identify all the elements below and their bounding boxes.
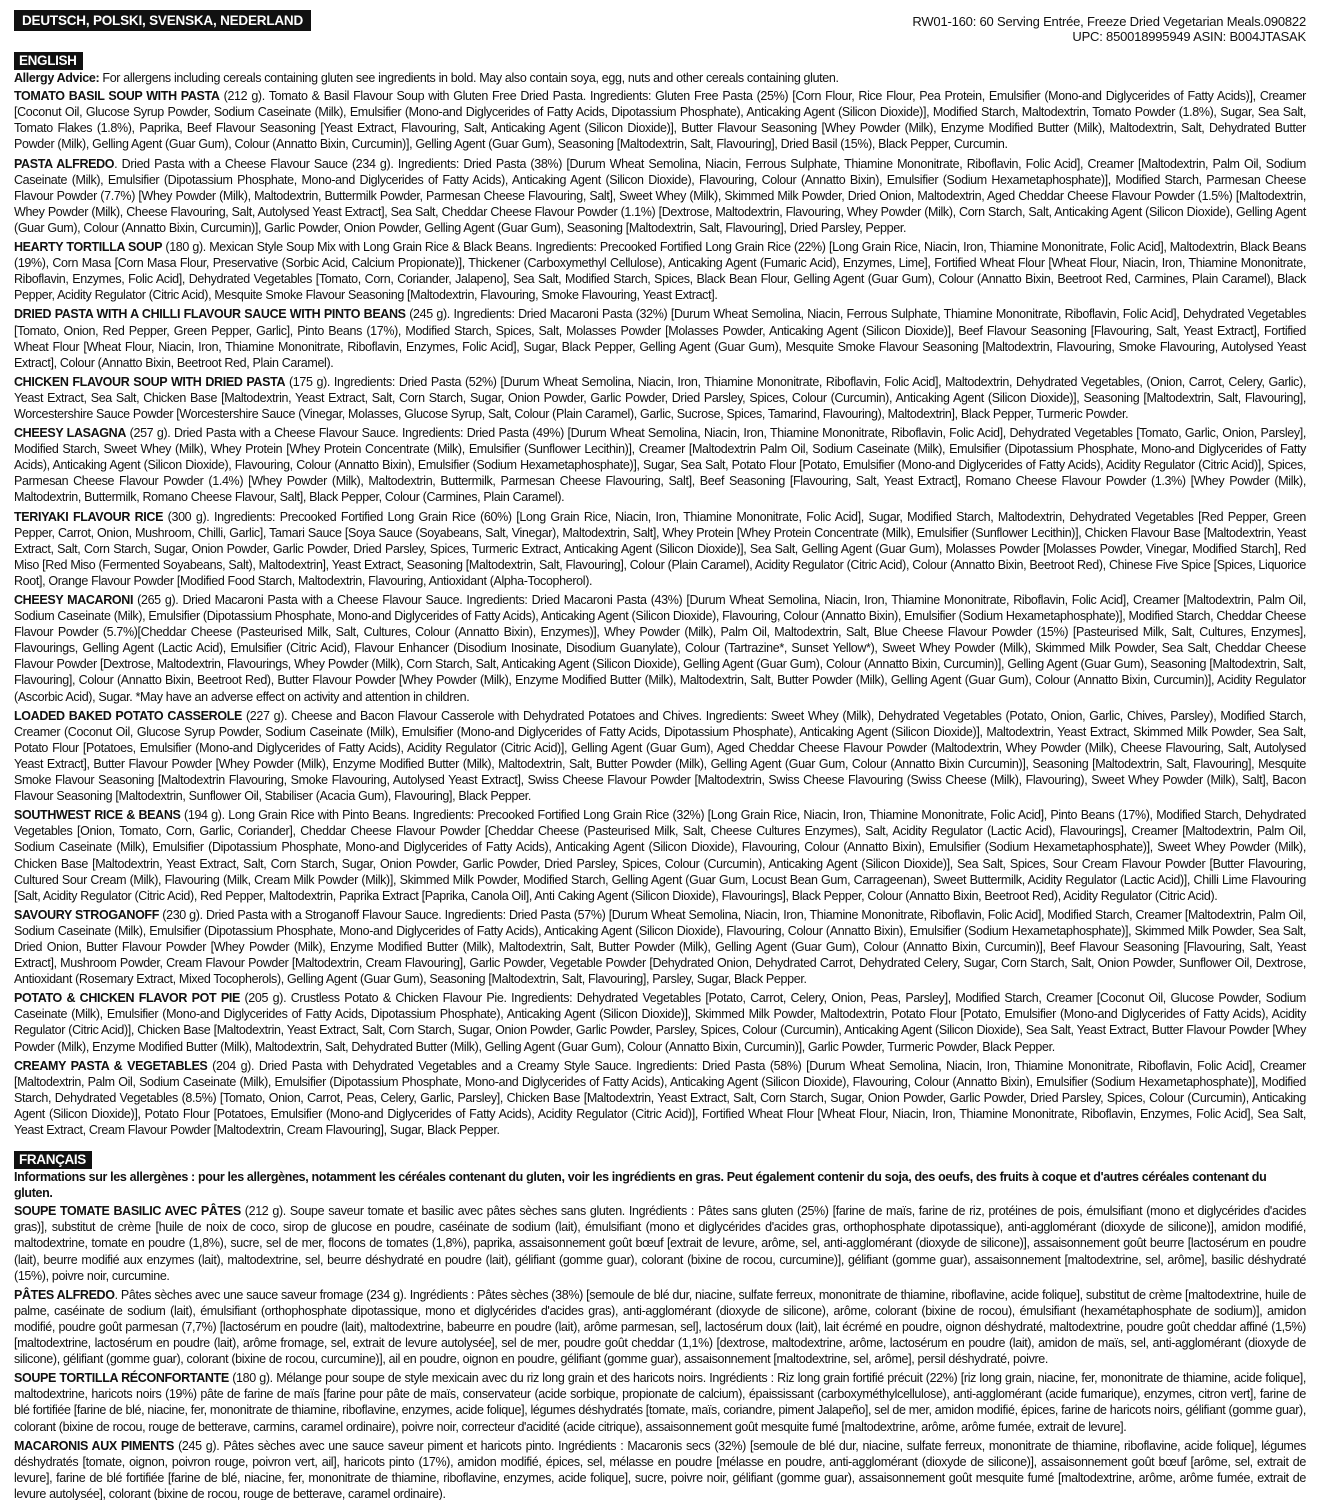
product-ingredients: (212 g). Tomato & Basil Flavour Soup with Gluten Free Dried Pasta. Ingredients: Gluten Free Pasta (25%) [Corn Flour, Rice Flour, Pea Protein, Emulsifier (Mono-and Diglycerides of Fatty Acids)], Creamer [Coconut Oil, Glucose Syrup Powder, Sodium Caseinate (Milk), Emulsifier (Mono-and Diglycerides of Fatty Acids, Dipotassium Phosphate), Anticaking Agent (Silicon Dioxide)], Modified Starch, Maltodextrin, Tomato Powder (1.8%), Sugar, Sea Salt, Tomato Flakes (1.8%), Paprika, Beef Flavour Seasoning [Yeast Extract, Flavouring, Salt, Anticaking Agent (Silicon Dioxide)], Butter Flavour Seasoning [Whey Powder (Milk), Enzyme Modified Butter (Milk), Maltodextrin, Salt, Dehydrated Butter Powder (Milk), Gelling Agent (Guar Gum), Colour (Annatto Bixin, Curcumin)], Gelling Agent (Guar Gum), Seasoning [Maltodextrin, Salt, Flavouring], Dried Basil (15%), Black Pepper, Curcumin.	[14, 89, 1306, 152]
product-name: CREAMY PASTA & VEGETABLES	[14, 1058, 208, 1073]
product-name: PASTA ALFREDO	[14, 156, 115, 171]
product-name: TOMATO BASIL SOUP WITH PASTA	[14, 89, 220, 104]
product-ingredients: (212 g). Soupe saveur tomate et basilic avec pâtes sèches sans gluten. Ingrédients : Pâtes sans gluten (25%) [farine de maïs, farine de riz, protéines de pois, émulsifiant (mono et diglycérides d'acides gras)], substitut de crème [huile de noix de coco, sirop de glucose en poudre, caséinate de sodium (lait), émulsifiant (mono et diglycérides d'acides gras, orthophosphate dipotassique), anti-agglomérant (dioxyde de silicone)], amidon modifié, maltodextrine, tomate en poudre (1,8%), sucre, sel de mer, flocons de tomates (1,8%), paprika, assaisonnement goût bœuf [extrait de levure, arôme, sel, anti-agglomérant (dioxyde de silicone)], assaisonnement goût beurre [lactosérum en poudre (lait), beurre modifié aux enzymes (lait), maltodextrine, sel, beurre déshydraté en poudre (lait), gélifiant (gomme guar), colorant (bixine de rocou, curcumine)], gélifiant (gomme guar), assaisonnement [maltodextrine, sel, arôme], basilic déshydraté (15%), poivre noir, curcumine.	[14, 1204, 1306, 1283]
other-languages-tab: DEUTSCH, POLSKI, SVENSKA, NEDERLAND	[14, 10, 311, 31]
allergy-advice-label: Allergy Advice:	[14, 71, 100, 86]
product-ingredients: (175 g). Ingredients: Dried Pasta (52%) [Durum Wheat Semolina, Niacin, Iron, Thiamine Mononitrate, Riboflavin, Folic Acid], Maltodextrin, Dehydrated Vegetables, (Onion, Carrot, Celery, Garlic), Yeast Extract, Sea Salt, Chicken Base [Maltodextrin, Yeast Extract, Salt, Corn Starch, Sugar, Onion Powder, Garlic Powder, Dried Parsley, Spices, Colour (Curcumin), Anticaking Agent (Silicon Dioxide)], Seasoning [Maltodextrin, Salt, Flavouring], Worcestershire Sauce Powder [Worcestershire Sauce (Vinegar, Molasses, Glucose Syrup, Salt, Colour (Plain Caramel), Garlic, Sucrose, Spices, Tamarind, Flavouring), Maltodextrin], Black Pepper, Turmeric Powder.	[14, 374, 1306, 421]
product-entry	[14, 1370, 1306, 1434]
product-ingredients: (205 g). Crustless Potato & Chicken Flavour Pie. Ingredients: Dehydrated Vegetables [Potato, Carrot, Celery, Onion, Peas, Parsley], Modified Starch, Creamer [Coconut Oil, Glucose Powder, Sodium Caseinate (Milk), Emulsifier (Mono-and Diglycerides of Fatty Acids, Dipotassium Phosphate), Anticaking Agent (Silicon Dioxide)], Skimmed Milk Powder, Maltodextrin, Potato Flour [Potato, Emulsifier (Mono-and Diglycerides of Fatty Acids), Acidity Regulator (Citric Acid)], Chicken Base [Maltodextrin, Yeast Extract, Salt, Corn Starch, Sugar, Onion Powder, Garlic Powder, Parsley, Spices, Colour (Curcumin), Anticaking Agent (Silicon Dioxide), Sea Salt, Yeast Extract, Butter Flavour Powder [Whey Powder (Milk), Enzyme Modified Butter (Milk), Maltodextrin, Salt, Dehydrated Butter (Milk), Gelling Agent (Guar Gum), Colour (Annatto Bixin, Curcumin)], Garlic Powder, Turmeric Powder, Black Pepper.	[14, 991, 1306, 1054]
english-allergy-advice	[14, 70, 1306, 86]
product-entry	[14, 708, 1306, 805]
french-section	[14, 1151, 1306, 1500]
product-name: LOADED BAKED POTATO CASSEROLE	[14, 708, 242, 723]
product-ingredients: (265 g). Dried Macaroni Pasta with a Cheese Flavour Sauce. Ingredients: Dried Macaroni Pasta (43%) [Durum Wheat Semolina, Niacin, Iron, Thiamine Mononitrate, Riboflavin, Folic Acid], Creamer [Maltodextrin, Palm Oil, Sodium Caseinate (Milk), Emulsifier (Dipotassium Phosphate, Mono-and Diglycerides of Fatty Acids), Anticaking Agent (Silicon Dioxide), Flavouring, Colour (Annatto Bixin), Emulsifier (Sodium Hexametaphosphate)], Modified Starch, Cheddar Cheese Flavour Powder (5.7%)[Cheddar Cheese (Pasteurised Milk, Salt, Cultures, Colour (Annatto Bixin), Enzymes)], Whey Powder (Milk), Palm Oil, Maltodextrin, Salt, Blue Cheese Flavour Powder (15%) [Pasteurised Milk, Salt, Cultures, Enzymes], Flavourings, Gelling Agent (Lactic Acid), Emulsifier (Citric Acid), Flavour Enhancer (Disodium Inosinate, Disodium Guanylate), Colour (Tartrazine*, Sunset Yellow*), Sweet Whey Powder (Milk), Skimmed Milk Powder, Sea Salt, Cheddar Cheese Flavour Powder [Dextrose, Maltodextrin, Flavourings, Whey Powder (Milk), Corn Starch, Salt, Anticaking Agent (Silicon Dioxide), Gelling Agent (Guar Gum), Colour (Annatto Bixin, Curcumin)], Gelling Agent (Guar Gum), Seasoning [Maltodextrin, Salt, Flavouring], Colour (Annatto Bixin, Beetroot Red), Butter Flavour Powder [Whey Powder (Milk), Enzyme Modified Butter (Milk), Maltodextrin, Salt, Butter Powder (Milk), Gelling Agent (Guar Gum), Colour (Annatto Bixin, Curcumin)], Acidity Regulator (Ascorbic Acid), Sugar. *May have an adverse effect on activity and attention in children.	[14, 593, 1306, 704]
product-name: TERIYAKI FLAVOUR RICE	[14, 509, 164, 524]
product-name: MACARONIS AUX PIMENTS	[14, 1438, 175, 1453]
product-ingredients: (245 g). Ingredients: Dried Macaroni Pasta (32%) [Durum Wheat Semolina, Niacin, Ferrous Sulphate, Thiamine Mononitrate, Riboflavin, Folic Acid], Dehydrated Vegetables [Tomato, Onion, Red Pepper, Green Pepper, Garlic], Pinto Beans (17%), Modified Starch, Spices, Salt, Molasses Powder [Molasses Powder, Anticaking Agent (Silicon Dioxide)], Beef Flavour Seasoning [Flavouring, Salt, Yeast Extract], Fortified Wheat Flour [Wheat Flour, Niacin, Iron, Thiamine Mononitrate, Riboflavin, Enzymes, Folic Acid], Sugar, Black Pepper, Gelling Agent (Guar Gum), Mesquite Smoke Flavour Seasoning [Maltodextrin, Flavouring, Smoke Flavouring, Autolysed Yeast Extract], Colour (Annatto Bixin, Beetroot Red, Plain Caramel).	[14, 307, 1306, 370]
french-product-list	[14, 1203, 1306, 1500]
product-name: SOUTHWEST RICE & BEANS	[14, 808, 181, 823]
product-ingredients: . Dried Pasta with a Cheese Flavour Sauce (234 g). Ingredients: Dried Pasta (38%) [Durum Wheat Semolina, Niacin, Ferrous Sulphate, Thiamine Mononitrate, Riboflavin, Folic Acid], Creamer [Maltodextrin, Palm Oil, Sodium Caseinate (Milk), Emulsifier (Dipotassium Phosphate, Mono-and Diglycerides of Fatty Acids), Anticaking Agent (Silicon Dioxide), Flavouring, Colour (Annatto Bixin), Emulsifier (Sodium Hexametaphosphate)], Modified Starch, Parmesan Cheese Flavour Powder (7.7%) [Whey Powder (Milk), Maltodextrin, Buttermilk Powder, Parmesan Cheese Flavouring, Salt], Sweet Whey (Milk), Skimmed Milk Powder, Dried Onion, Maltodextrin, Aged Cheddar Cheese Flavour Powder (1.5%) [Maltodextrin, Whey Powder (Milk), Cheese Flavouring, Salt, Autolysed Yeast Extract], Sea Salt, Cheddar Cheese Flavour Powder (1.1%) [Dextrose, Maltodextrin, Flavouring, Whey Powder (Milk), Corn Starch, Salt, Anticaking Agent (Silicon Dioxide), Gelling Agent (Guar Gum), Colour (Annatto Bixin, Curcumin)], Garlic Powder, Onion Powder, Gelling Agent (Guar Gum), Seasoning [Maltodextrin, Salt, Flavouring], Dried Parsley, Pepper.	[14, 156, 1306, 235]
product-ingredients: (204 g). Dried Pasta with Dehydrated Vegetables and a Creamy Style Sauce. Ingredients: Dried Pasta (58%) [Durum Wheat Semolina, Niacin, Iron, Thiamine Mononitrate, Riboflavin, Folic Acid], Creamer [Maltodextrin, Palm Oil, Sodium Caseinate (Milk), Emulsifier (Dipotassium Phosphate, Mono-and Diglycerides of Fatty Acids), Anticaking Agent (Silicon Dioxide), Flavouring, Colour (Annatto Bixin), Emulsifier (Sodium Hexametaphosphate)], Modified Starch, Dehydrated Vegetables (8.5%) [Tomato, Onion, Carrot, Peas, Celery, Garlic, Parsley], Chicken Base [Maltodextrin, Yeast Extract, Salt, Corn Starch, Sugar, Onion Powder, Garlic Powder, Dried Parsley, Spices, Colour (Curcumin), Anticaking Agent (Silicon Dioxide)], Potato Flour [Potatoes, Emulsifier (Mono-and Diglycerides of Fatty Acids), Acidity Regulator (Citric Acid)], Fortified Wheat Flour [Wheat Flour, Niacin, Iron, Thiamine Mononitrate, Riboflavin, Enzymes, Folic Acid], Sea Salt, Yeast Extract, Cream Flavour Powder [Maltodextrin, Cream Flavouring], Sugar, Black Pepper.	[14, 1058, 1306, 1137]
product-code-line: RW01-160: 60 Serving Entrée, Freeze Dried Vegetarian Meals.090822	[912, 14, 1306, 29]
product-ingredients: (180 g). Mexican Style Soup Mix with Long Grain Rice & Black Beans. Ingredients: Precooked Fortified Long Grain Rice (22%) [Long Grain Rice, Niacin, Iron, Thiamine Mononitrate, Folic Acid], Maltodextrin, Black Beans (19%), Corn Masa [Corn Masa Flour, Preservative (Sorbic Acid, Calcium Propionate)], Thickener (Carboxymethyl Cellulose), Anticaking Agent (Fumaric Acid), Enzymes, Lime], Fortified Wheat Flour [Wheat Flour, Niacin, Iron, Thiamine Mononitrate, Riboflavin, Enzymes, Folic Acid], Dehydrated Vegetables [Tomato, Corn, Coriander, Jalapeno], Sea Salt, Modified Starch, Spices, Black Bean Flour, Gelling Agent (Guar Gum), Colour (Annatto Bixin, Beetroot Red, Carmines, Plain Caramel), Black Pepper, Acidity Regulator (Citric Acid), Mesquite Smoke Flavour Seasoning [Maltodextrin, Flavouring, Smoke Flavouring, Yeast Extract].	[14, 240, 1306, 303]
english-label: ENGLISH	[14, 52, 83, 70]
english-product-list	[14, 88, 1306, 1138]
product-name: SOUPE TORTILLA RÉCONFORTANTE	[14, 1371, 229, 1386]
product-entry	[14, 1058, 1306, 1138]
product-name: CHEESY LASAGNA	[14, 426, 127, 441]
product-entry	[14, 1203, 1306, 1283]
product-entry	[14, 1287, 1306, 1367]
product-entry	[14, 990, 1306, 1054]
product-entry	[14, 592, 1306, 705]
product-entry	[14, 239, 1306, 303]
product-ingredients: (257 g). Dried Pasta with a Cheese Flavour Sauce. Ingredients: Dried Pasta (49%) [Durum Wheat Semolina, Niacin, Iron, Thiamine Mononitrate, Riboflavin, Folic Acid], Dehydrated Vegetables [Tomato, Garlic, Onion, Parsley], Modified Starch, Sweet Whey (Milk), Whey Protein [Whey Protein Concentrate (Milk), Emulsifier (Sunflower Lecithin)], Creamer [Maltodextrin Palm Oil, Sodium Caseinate (Milk), Emulsifier (Dipotassium Phosphate, Mono-and Diglycerides of Fatty Acids), Anticaking Agent (Silicon Dioxide), Flavouring, Colour (Annatto Bixin), Emulsifier (Sodium Hexametaphosphate)], Sugar, Sea Salt, Potato Flour [Potato, Emulsifier (Mono-and Diglycerides of Fatty Acids), Acidity Regulator (Citric Acid)], Spices, Parmesan Cheese Flavour Powder (1.4%) [Whey Powder (Milk), Maltodextrin, Buttermilk, Parmesan Cheese Flavouring, Salt], Beef Seasoning [Flavouring, Salt, Yeast Extract], Romano Cheese Flavour Powder (1.3%) [Whey Powder (Milk), Maltodextrin, Buttermilk, Romano Cheese Flavour, Salt], Black Pepper, Colour (Carmines, Plain Caramel).	[14, 426, 1307, 505]
product-entry	[14, 374, 1306, 422]
french-allergy-advice: Informations sur les allergènes : pour les allergènes, notamment les céréales contenant du gluten, voir les ingrédients en gras. Peut également contenir du soja, des oeufs, des fruits à coque et d'autres céréales contenant du gluten.	[14, 1170, 1267, 1201]
product-ingredients: (230 g). Dried Pasta with a Stroganoff Flavour Sauce. Ingredients: Dried Pasta (57%) [Durum Wheat Semolina, Niacin, Iron, Thiamine Mononitrate, Riboflavin, Folic Acid], Modified Starch, Creamer [Maltodextrin, Palm Oil, Sodium Caseinate (Milk), Emulsifier (Dipotassium Phosphate, Mono-and Diglycerides of Fatty Acids), Anticaking Agent (Silicon Dioxide), Flavouring, Colour (Annatto Bixin), Emulsifier (Sodium Hexametaphosphate)], Skimmed Milk Powder, Sea Salt, Dried Onion, Butter Flavour Powder [Whey Powder (Milk), Enzyme Modified Butter (Milk), Maltodextrin, Salt, Butter Powder (Milk), Gelling Agent (Guar Gum), Colour (Annatto Bixin, Curcumin)], Beef Flavour Seasoning [Flavouring, Salt, Yeast Extract], Mushroom Powder, Cream Flavour Powder [Maltodextrin, Cream Flavouring], Garlic Powder, Vegetable Powder [Dehydrated Onion, Dehydrated Carrot, Dehydrated Celery, Sugar, Corn Starch, Salt, Onion Powder, Sunflower Oil, Dextrose, Antioxidant (Rosemary Extract, Mixed Tocopherols), Gelling Agent (Guar Gum), Seasoning [Maltodextrin, Salt, Flavouring], Parsley, Sugar, Black Pepper.	[14, 907, 1306, 987]
product-entry	[14, 1438, 1306, 1500]
upc-asin-line: UPC: 850018995949 ASIN: B004JTASAK	[1072, 29, 1306, 44]
product-name: PÂTES ALFREDO	[14, 1287, 115, 1302]
product-entry	[14, 425, 1306, 505]
product-entry	[14, 306, 1306, 370]
product-name: SAVOURY STROGANOFF	[14, 907, 160, 922]
product-ingredients: (227 g). Cheese and Bacon Flavour Casserole with Dehydrated Potatoes and Chives. Ingredients: Sweet Whey (Milk), Dehydrated Vegetables (Potato, Onion, Garlic, Chives, Parsley), Modified Starch, Creamer (Coconut Oil, Glucose Syrup Powder, Sodium Caseinate (Milk), Emulsifier (Mono-and Diglycerides of Fatty Acids, Dipotassium Phosphate), Anticaking Agent (Silicon Dioxide)], Maltodextrin, Yeast Extract, Skimmed Milk Powder, Sea Salt, Potato Flour [Potatoes, Emulsifier (Mono-and Diglycerides of Fatty Acids), Acidity Regulator (Citric Acid)], Gelling Agent (Guar Gum), Aged Cheddar Cheese Flavour Powder (Maltodextrin, Whey Powder (Milk), Cheese Flavouring, Salt, Autolysed Yeast Extract], Butter Flavour Powder [Whey Powder (Milk), Enzyme Modified Butter (Milk), Maltodextrin, Salt, Butter Powder (Milk), Gelling Agent (Guar Gum, Colour (Annatto Bixin Curcumin)], Seasoning [Maltodextrin, Salt, Flavouring], Mesquite Smoke Flavour Seasoning [Maltodextrin Flavouring, Smoke Flavouring, Autolysed Yeast Extract], Swiss Cheese Flavour Powder [Maltodextrin, Swiss Cheese Flavouring (Swiss Cheese (Milk), Flavouring), Sweet Whey Powder (Milk), Salt], Bacon Flavour Seasoning [Maltodextrin, Sunflower Oil, Stabiliser (Acacia Gum), Flavouring], Black Pepper.	[14, 708, 1306, 804]
product-name: HEARTY TORTILLA SOUP	[14, 240, 163, 255]
product-name: CHICKEN FLAVOUR SOUP WITH DRIED PASTA	[14, 374, 286, 389]
product-entry	[14, 156, 1306, 236]
product-name: POTATO & CHICKEN FLAVOR POT PIE	[14, 991, 240, 1006]
product-name: CHEESY MACARONI	[14, 593, 134, 607]
english-section	[14, 52, 1306, 1141]
product-name: DRIED PASTA WITH A CHILLI FLAVOUR SAUCE WITH PINTO BEANS	[14, 307, 406, 322]
product-entry	[14, 807, 1306, 904]
product-entry	[14, 88, 1306, 152]
product-entry	[14, 907, 1306, 987]
product-ingredients: . Pâtes sèches avec une sauce saveur fromage (234 g). Ingrédients : Pâtes sèches (38%) [semoule de blé dur, niacine, sulfate ferreux, mononitrate de thiamine, riboflavine, acide folique], substitut de crème [maltodextrine, huile de palme, caséinate de sodium (lait), émulsifiant (orthophosphate dipotassique, mono et diglycérides d'acides gras), anti-agglomérant (dioxyde de silicone), arôme, colorant (bixine de rocou), émulsifiant (hexamétaphosphate de sodium)], amidon modifié, poudre goût parmesan (7,7%) [lactosérum en poudre (lait), maltodextrine, babeurre en poudre (lait), arôme parmesan, sel], lactosérum doux (lait), lait écrémé en poudre, oignon déshydraté, maltodextrine, poudre goût cheddar affiné (1,5%) [maltodextrine, lactosérum en poudre (lait), arôme fromage, sel, extrait de levure autolysée], sel de mer, poudre goût cheddar (1,1%) [dextrose, maltodextrine, arôme, lactosérum en poudre (lait), amidon de maïs, sel, anti-agglomérant (dioxyde de silicone), gélifiant (gomme guar), colorant (bixine de rocou, curcumine)], ail en poudre, oignon en poudre, gélifiant (gomme guar), assaisonnement [maltodextrine, sel, arôme], persil déshydraté, poivre.	[14, 1287, 1307, 1367]
allergy-advice-text: For allergens including cereals containing gluten see ingredients in bold. May also contain soya, egg, nuts and other cereals containing gluten.	[99, 71, 839, 86]
product-ingredients: (300 g). Ingredients: Precooked Fortified Long Grain Rice (60%) [Long Grain Rice, Niacin, Iron, Thiamine Mononitrate, Folic Acid], Sugar, Modified Starch, Maltodextrin, Dehydrated Vegetables [Red Pepper, Green Pepper, Carrot, Onion, Mushroom, Chilli, Garlic], Tamari Sauce [Soya Sauce (Soyabeans, Salt, Vinegar), Maltodextrin, Salt], Whey Protein [Whey Protein Concentrate (Milk), Emulsifier (Sunflower Lecithin)], Chicken Flavour Base [Maltodextrin, Yeast Extract, Salt, Corn Starch, Sugar, Onion Powder, Garlic Powder, Dried Parsley, Spices, Turmeric Extract, Anticaking Agent (Silicon Dioxide)], Sea Salt, Gelling Agent (Guar Gum), Molasses Powder [Molasses Powder, Vinegar, Modified Starch], Red Miso [Red Miso (Fermented Soyabeans, Salt), Maltodextrin], Yeast Extract, Seasoning [Maltodextrin, Salt, Flavouring], Colour (Plain Caramel), Acidity Regulator (Citric Acid), Colour (Annatto Bixin, Beetroot Red), Chinese Five Spice [Spices, Liquorice Root], Orange Flavour Powder [Modified Food Starch, Maltodextrin, Flavouring, Antioxidant (Alpha-Tocopherol).	[14, 509, 1306, 588]
product-meta	[912, 14, 1306, 44]
product-ingredients: (245 g). Pâtes sèches avec une sauce saveur piment et haricots pinto. Ingrédients : Macaronis secs (32%) [semoule de blé dur, niacine, sulfate ferreux, mononitrate de thiamine, riboflavine, acide folique], légumes déshydratés [tomate, oignon, poivron rouge, poivron vert, ail], haricots pinto (17%), amidon modifié, épices, sel, mélasse en poudre [mélasse en poudre, anti-agglomérant (dioxyde de silicone)], assaisonnement goût bœuf [arôme, sel, extrait de levure], farine de blé fortifiée [farine de blé, niacine, fer, mononitrate de thiamine, riboflavine, enzymes, acide folique], sucre, poivre noir, gélifiant (gomme guar), assaisonnement goût mesquite fumé [maltodextrine, arôme, arôme fumée, extrait de levure autolysée], colorant (bixine de rocou, rouge de betterave, caramel ordinaire).	[14, 1438, 1306, 1500]
french-label: FRANÇAIS	[14, 1151, 92, 1169]
product-entry	[14, 509, 1306, 589]
product-ingredients: (180 g). Mélange pour soupe de style mexicain avec du riz long grain et des haricots noirs. Ingrédients : Riz long grain fortifié précuit (22%) [riz long grain, niacine, fer, mononitrate de thiamine, acide folique], maltodextrine, haricots noirs (19%) pâte de farine de maïs [farine pour pâte de maïs, conservateur (acide sorbique, propionate de calcium), épaississant (carboxyméthylcellulose), anti-agglomérant (acide fumarique), enzymes, citron vert], farine de blé fortifiée [farine de blé, niacine, fer, mononitrate de thiamine, riboflavine, enzymes, acide folique], légumes déshydratés [tomate, maïs, coriandre, piment Jalapeño], sel de mer, amidon modifié, épices, farine de haricots noirs, gélifiant (gomme guar), colorant (bixine de rocou, rouge de betterave, carmins, caramel ordinaire), poivre noir, correcteur d'acidité (acide citrique), assaisonnement goût mesquite fumé [maltodextrine, arôme, arôme fumée, extrait de levure].	[14, 1371, 1306, 1434]
product-name: SOUPE TOMATE BASILIC AVEC PÂTES	[14, 1204, 241, 1219]
product-ingredients: (194 g). Long Grain Rice with Pinto Beans. Ingredients: Precooked Fortified Long Grain Rice (32%) [Long Grain Rice, Niacin, Iron, Thiamine Mononitrate, Folic Acid], Pinto Beans (17%), Modified Starch, Dehydrated Vegetables [Onion, Tomato, Corn, Garlic, Coriander], Cheddar Cheese Flavour Powder [Cheddar Cheese (Pasteurised Milk, Salt, Cheese Cultures Enzymes), Salt, Acidity Regulator (Lactic Acid), Flavourings], Creamer [Maltodextrin, Palm Oil, Sodium Caseinate (Milk), Emulsifier (Dipotassium Phosphate, Mono-and Diglycerides of Fatty Acids), Anticaking Agent (Silicon Dioxide), Flavouring, Colour (Annatto Bixin), Emulsifier (Sodium Hexametaphosphate)], Sweet Whey Powder (Milk), Chicken Base [Maltodextrin, Yeast Extract, Salt, Corn Starch, Sugar, Onion Powder, Garlic Powder, Dried Parsley, Spices, Colour (Curcumin), Anticaking Agent (Silicon Dioxide)], Sea Salt, Spices, Sour Cream Flavour Powder [Butter Flavouring, Cultured Sour Cream (Milk), Flavouring (Milk, Cream Milk Powder (Milk)], Skimmed Milk Powder, Modified Starch, Gelling Agent (Guar Gum, Locust Bean Gum, Carrageenan), Sweet Buttermilk, Acidity Regulator (Lactic Acid)], Chilli Lime Flavouring [Salt, Acidity Regulator (Citric Acid), Red Pepper, Maltodextrin, Paprika Extract [Paprika, Canola Oil], Anti Caking Agent (Silicon Dioxide), Flavourings], Black Pepper, Colour (Annatto Bixin, Beetroot Red), Acidity Regulator (Citric Acid).	[14, 808, 1306, 903]
